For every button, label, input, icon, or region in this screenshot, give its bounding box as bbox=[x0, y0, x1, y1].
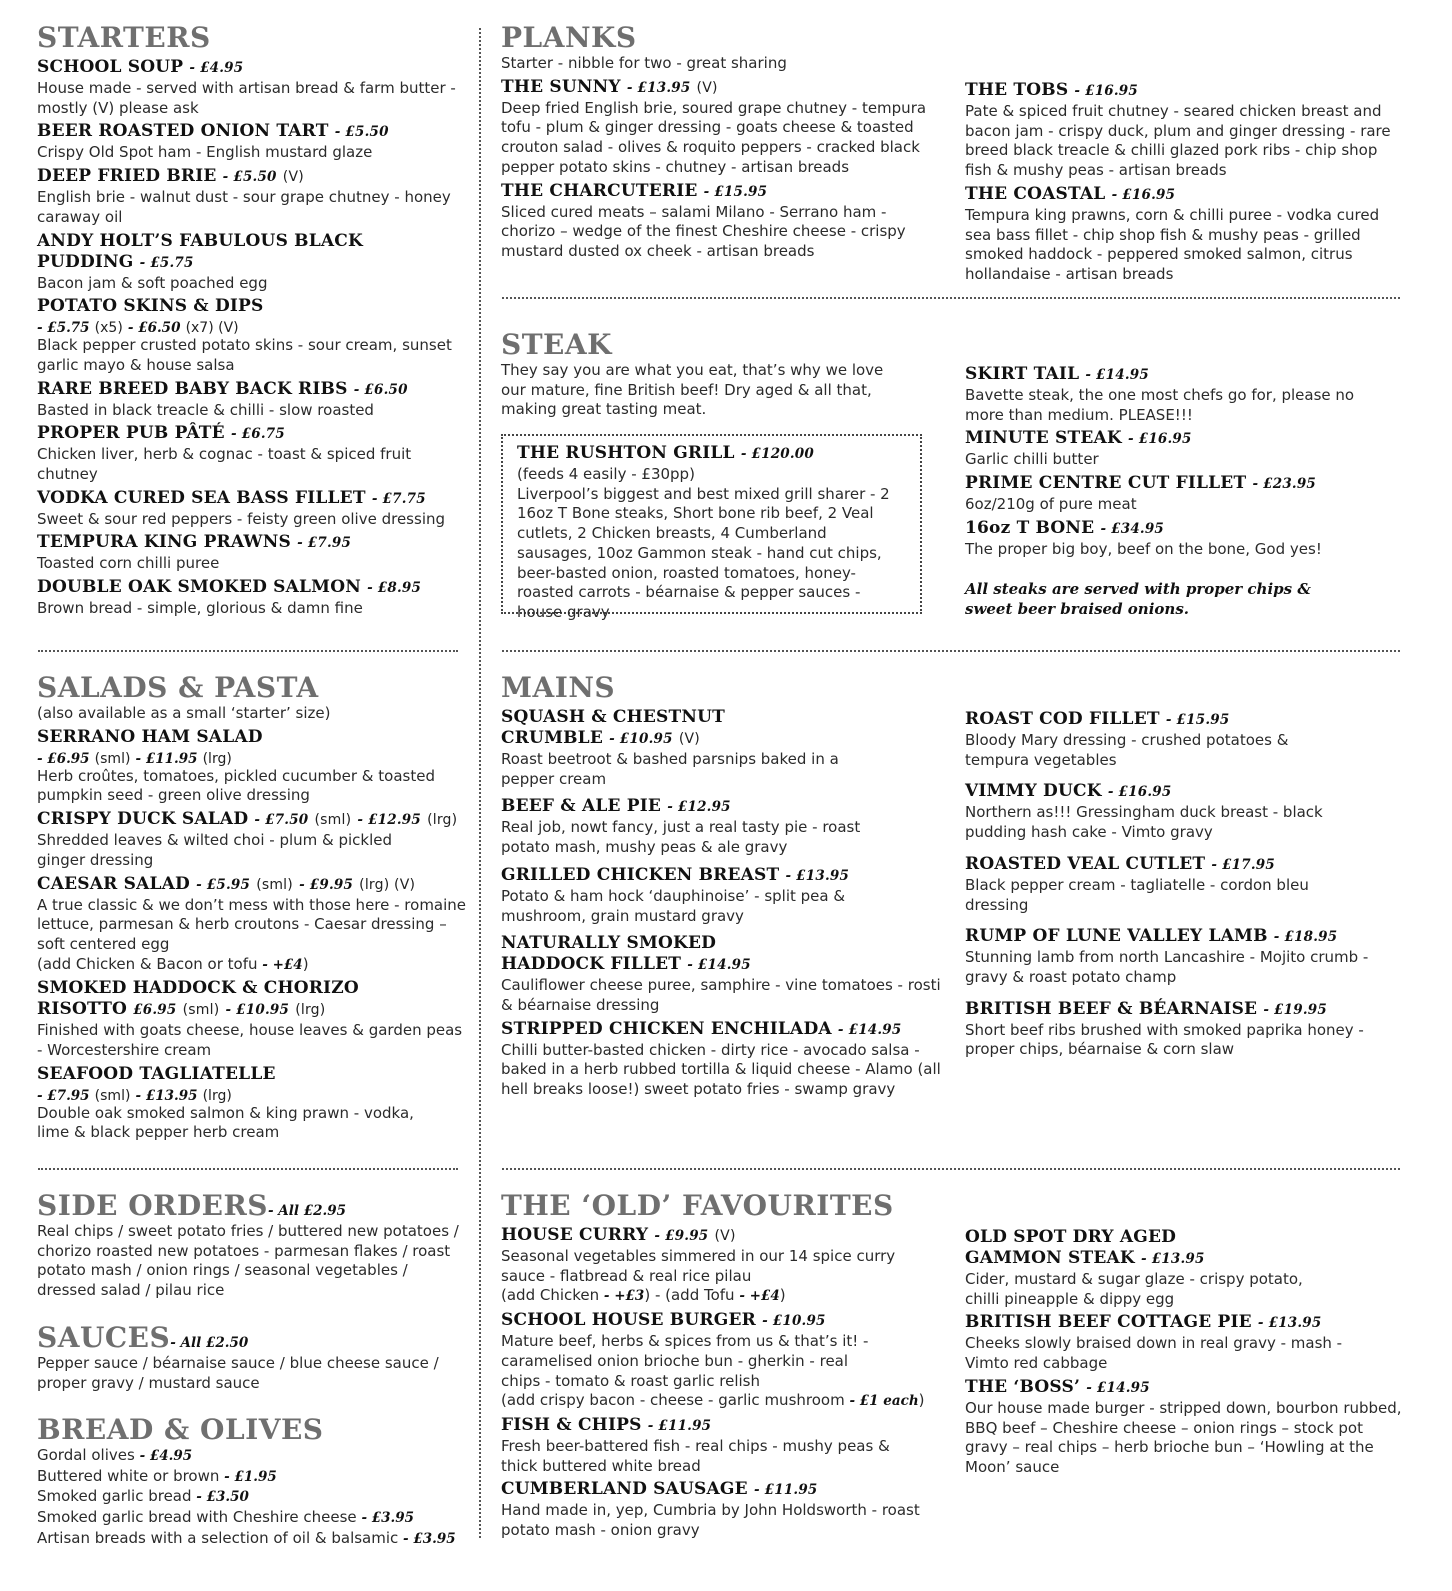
bread-line bbox=[37, 1467, 477, 1488]
item-desc: House made - served with artisan bread & farm butter - mostly (V) please ask bbox=[37, 79, 456, 117]
menu-item bbox=[37, 166, 467, 227]
item-price: - £19.95 bbox=[1263, 1001, 1327, 1018]
item-name: VIMMY DUCK bbox=[965, 781, 1102, 802]
menu-item bbox=[965, 781, 1405, 842]
item-name: THE TOBS bbox=[965, 80, 1069, 100]
add-on-price: - £1 each bbox=[849, 1393, 919, 1410]
item-note: (V) bbox=[282, 169, 304, 186]
item-price: - £15.95 bbox=[1165, 712, 1230, 728]
starters-section bbox=[37, 22, 467, 619]
item-price: - £8.95 bbox=[367, 580, 422, 597]
item-desc: Herb croûtes, tomatoes, pickled cucumber & toasted pumpkin seed - green olive dressing bbox=[37, 766, 435, 805]
rushton-grill-box bbox=[501, 434, 922, 621]
item-price: - £23.95 bbox=[1252, 476, 1317, 493]
menu-item bbox=[37, 231, 467, 294]
item-name: BRITISH BEEF & BÉARNAISE bbox=[965, 998, 1258, 1019]
menu-item bbox=[965, 1377, 1405, 1478]
item-desc: Short beef ribs brushed with smoked paprika honey - proper chips, béarnaise & corn slaw bbox=[965, 1020, 1364, 1059]
item-note: (lrg) bbox=[427, 812, 458, 829]
item-note: (lrg) bbox=[202, 1087, 232, 1104]
menu-item bbox=[965, 854, 1405, 915]
section-intro: They say you are what you eat, that’s why we love our mature, fine British beef! Dry aged & all that, making great tasting meat. bbox=[501, 361, 884, 419]
divider-starters bbox=[38, 650, 458, 652]
item-price: - £7.75 bbox=[371, 490, 426, 507]
item-desc: Pate & spiced fruit chutney - seared chicken breast and bacon jam - crispy duck, plum and ginger dressing - rare breed black treacle & chilli glazed pork ribs - chip shop fish & mushy peas - artisan breads bbox=[965, 102, 1391, 180]
menu-item bbox=[501, 1310, 941, 1412]
item-price: - £4.95 bbox=[189, 60, 244, 76]
item-price: - £12.95 bbox=[357, 812, 421, 829]
menu-item bbox=[37, 379, 467, 421]
menu-item bbox=[501, 933, 941, 1015]
menu-item bbox=[37, 727, 467, 806]
item-price: - £6.95 bbox=[37, 750, 90, 767]
menu-item bbox=[37, 809, 467, 870]
sauces-section bbox=[37, 1322, 467, 1393]
menu-item bbox=[965, 999, 1405, 1060]
add-on-close: ) bbox=[779, 1286, 786, 1305]
mains-section-right bbox=[965, 706, 1405, 1060]
item-price: - £9.95 bbox=[654, 1228, 709, 1244]
bread-price: - £3.95 bbox=[403, 1530, 456, 1547]
bread-line bbox=[37, 1446, 477, 1467]
item-desc: Toasted corn chilli puree bbox=[37, 554, 220, 573]
section-title: SALADS & PASTA bbox=[37, 671, 319, 704]
steak-footer-note: All steaks are served with proper chips & sweet beer braised onions. bbox=[965, 579, 1311, 618]
add-on-price: - +£3 bbox=[603, 1288, 645, 1305]
section-intro: (also available as a small ‘starter’ size) bbox=[37, 704, 331, 722]
item-desc: Tempura king prawns, corn & chilli puree - vodka cured sea bass fillet - chip shop fish & mushy peas - grilled smoked haddock - peppered smoked salmon, citrus hollandaise - artisan breads bbox=[965, 205, 1380, 283]
menu-item bbox=[501, 1479, 941, 1540]
divider-planks bbox=[502, 297, 1400, 299]
bread-text: Smoked garlic bread with Cheshire cheese bbox=[37, 1508, 362, 1527]
item-price: - £14.95 bbox=[1085, 367, 1149, 383]
item-name: BEEF & ALE PIE bbox=[501, 796, 662, 817]
item-desc: Potato & ham hock ‘dauphinoise’ - split pea & mushroom, grain mustard gravy bbox=[501, 886, 846, 925]
bread-text: Buttered white or brown bbox=[37, 1466, 225, 1485]
bread-line bbox=[37, 1487, 477, 1508]
bread-text: Artisan breads with a selection of oil & balsamic bbox=[37, 1528, 404, 1547]
item-note: (lrg) bbox=[295, 1002, 326, 1019]
add-on: (add crispy bacon - cheese - garlic mushroom bbox=[501, 1391, 845, 1410]
add-on: (add Chicken & Bacon or tofu bbox=[37, 954, 258, 973]
item-note: (sml) bbox=[94, 750, 131, 767]
section-intro: Starter - nibble for two - great sharing bbox=[501, 54, 787, 72]
item-price: - £7.50 bbox=[254, 812, 309, 829]
menu-item bbox=[37, 423, 467, 484]
item-name: PROPER PUB PÂTÉ bbox=[37, 423, 225, 444]
section-desc: Real chips / sweet potato fries / buttered new potatoes / chorizo roasted new potatoes - parmesan flakes / roast potato mash / onion rings / seasonal vegetables / dressed salad / pilau rice bbox=[37, 1222, 459, 1300]
menu-item bbox=[965, 709, 1405, 770]
item-name: SEAFOOD TAGLIATELLE bbox=[37, 1063, 276, 1084]
item-name: DEEP FRIED BRIE bbox=[37, 166, 217, 187]
section-title: THE ‘OLD’ FAVOURITES bbox=[501, 1189, 894, 1222]
menu-item bbox=[965, 926, 1405, 987]
item-name: BRITISH BEEF COTTAGE PIE bbox=[965, 1312, 1252, 1333]
item-name: SMOKED HADDOCK & CHORIZO bbox=[37, 978, 359, 999]
item-desc: Bacon jam & soft poached egg bbox=[37, 273, 268, 292]
item-name: DOUBLE OAK SMOKED SALMON bbox=[37, 577, 361, 598]
bread-text: Smoked garlic bread bbox=[37, 1487, 197, 1506]
item-name: CAESAR SALAD bbox=[37, 873, 190, 894]
bread-section bbox=[37, 1414, 477, 1550]
item-name: SKIRT TAIL bbox=[965, 364, 1080, 384]
bread-price: - £4.95 bbox=[139, 1448, 193, 1464]
divider-mains bbox=[502, 1168, 1400, 1170]
item-note: (sml) bbox=[314, 812, 352, 829]
item-price: - £6.75 bbox=[230, 426, 285, 443]
add-on-close: ) bbox=[302, 954, 309, 973]
item-note: (sml) bbox=[182, 1002, 220, 1019]
item-note: (V) bbox=[678, 731, 700, 747]
section-title: STEAK bbox=[501, 328, 612, 361]
item-price: - £18.95 bbox=[1273, 929, 1338, 946]
item-name: CUMBERLAND SAUSAGE bbox=[501, 1479, 748, 1500]
item-price: - £10.95 bbox=[762, 1313, 826, 1330]
item-desc: Real job, nowt fancy, just a real tasty pie - roast potato mash, mushy peas & ale gravy bbox=[501, 818, 861, 857]
menu-item bbox=[37, 1064, 467, 1143]
menu-item bbox=[37, 57, 467, 118]
item-name: SCHOOL SOUP bbox=[37, 57, 184, 77]
item-price: - £14.95 bbox=[687, 957, 751, 974]
item-name: HADDOCK FILLET bbox=[501, 954, 682, 975]
section-title: STARTERS bbox=[37, 21, 211, 54]
section-price: - All £2.50 bbox=[170, 1335, 249, 1351]
item-name: 16oz T BONE bbox=[965, 517, 1095, 538]
item-name: VODKA CURED SEA BASS FILLET bbox=[37, 487, 366, 508]
divider-steak bbox=[502, 650, 1400, 652]
item-desc: Black pepper cream - tagliatelle - cordon bleu dressing bbox=[965, 875, 1309, 914]
item-desc: Northern as!!! Gressingham duck breast - black pudding hash cake - Vimto gravy bbox=[965, 803, 1323, 842]
section-price: - All £2.95 bbox=[267, 1203, 346, 1219]
item-name: SQUASH & CHESTNUT bbox=[501, 707, 725, 727]
item-desc: Deep fried English brie, soured grape chutney - tempura tofu - plum & ginger dressing - goats cheese & toasted crouton salad - olives & roquito peppers - cracked black pepper potato skins - chutney - artisan breads bbox=[501, 98, 927, 176]
item-desc: Mature beef, herbs & spices from us & that’s it! - caramelised onion brioche bun - gherkin - real chips - tomato & roast garlic relish bbox=[501, 1332, 869, 1390]
divider-salads bbox=[38, 1168, 458, 1170]
menu-item bbox=[965, 518, 1385, 560]
item-desc: Cauliflower cheese puree, samphire - vine tomatoes - rosti & béarnaise dressing bbox=[501, 976, 941, 1014]
item-note: (V) bbox=[696, 79, 718, 96]
menu-item bbox=[37, 296, 467, 375]
item-desc: Sliced cured meats – salami Milano - Serrano ham - chorizo – wedge of the finest Cheshire cheese - crispy mustard dusted ox cheek - artisan breads bbox=[501, 202, 906, 260]
item-name: OLD SPOT DRY AGED bbox=[965, 1227, 1177, 1247]
item-desc: Liverpool’s biggest and best mixed grill sharer - 2 16oz T Bone steaks, Short bone rib beef, 2 Veal cutlets, 2 Chicken breasts, 4 Cumberland sausages, 10oz Gammon steak - hand cut chips, beer-basted onion, roasted tomatoes, honey-roasted carrots - béarnaise & pepper sauces - house gravy bbox=[517, 484, 890, 621]
item-desc: Basted in black treacle & chilli - slow roasted bbox=[37, 400, 374, 419]
item-name: POTATO SKINS & DIPS bbox=[37, 296, 264, 317]
item-price: - £12.95 bbox=[667, 799, 731, 816]
menu-item bbox=[501, 1019, 941, 1100]
item-desc: Brown bread - simple, glorious & damn fine bbox=[37, 599, 363, 618]
item-desc: A true classic & we don’t mess with those here - romaine lettuce, parmesan & herb croutons - Caesar dressing – soft centered egg bbox=[37, 895, 467, 953]
item-price: - £6.50 bbox=[353, 381, 408, 398]
menu-item bbox=[37, 121, 467, 163]
item-price: - £7.95 bbox=[37, 1087, 90, 1104]
item-name: THE RUSHTON GRILL bbox=[517, 443, 735, 463]
item-price: - £5.75 bbox=[139, 254, 194, 271]
item-price: - £9.95 bbox=[299, 876, 354, 893]
item-name: THE SUNNY bbox=[501, 76, 621, 97]
favourites-section bbox=[501, 1190, 941, 1541]
planks-section bbox=[501, 22, 941, 262]
item-name: NATURALLY SMOKED bbox=[501, 933, 717, 954]
add-on: (add Chicken bbox=[501, 1286, 600, 1305]
menu-item bbox=[965, 184, 1405, 285]
item-desc: Finished with goats cheese, house leaves & garden peas - Worcestershire cream bbox=[37, 1021, 463, 1060]
steak-section-right bbox=[965, 361, 1385, 619]
item-desc: Double oak smoked salmon & king prawn - vodka, lime & black pepper herb cream bbox=[37, 1103, 414, 1142]
menu-item bbox=[965, 364, 1385, 425]
item-desc: Seasonal vegetables simmered in our 14 spice curry sauce - flatbread & real rice pilau bbox=[501, 1247, 896, 1285]
column-divider bbox=[479, 28, 481, 1538]
item-price: - £15.95 bbox=[703, 183, 768, 200]
item-name: GRILLED CHICKEN BREAST bbox=[501, 864, 780, 885]
bread-price: - £3.95 bbox=[361, 1510, 415, 1527]
item-price: - £14.95 bbox=[837, 1021, 902, 1038]
item-name: SERRANO HAM SALAD bbox=[37, 726, 263, 747]
menu-item bbox=[37, 874, 467, 976]
item-name: ROAST COD FILLET bbox=[965, 709, 1160, 729]
item-name: MINUTE STEAK bbox=[965, 428, 1122, 449]
section-title: SIDE ORDERS bbox=[37, 1189, 268, 1222]
menu-item bbox=[501, 707, 941, 789]
item-sub: (feeds 4 easily - £30pp) bbox=[517, 465, 695, 483]
item-desc: Shredded leaves & wilted choi - plum & pickled ginger dressing bbox=[37, 831, 393, 869]
item-price: £6.95 bbox=[133, 1002, 177, 1019]
item-desc: Cider, mustard & sugar glaze - crispy potato, chilli pineapple & dippy egg bbox=[965, 1270, 1303, 1308]
menu-item bbox=[501, 796, 941, 857]
item-desc: The proper big boy, beef on the bone, God yes! bbox=[965, 539, 1322, 558]
menu-item bbox=[37, 488, 467, 530]
item-name: BEER ROASTED ONION TART bbox=[37, 121, 329, 142]
menu-item bbox=[37, 978, 467, 1060]
item-price: - £5.75 bbox=[37, 320, 90, 337]
item-desc: Sweet & sour red peppers - feisty green olive dressing bbox=[37, 509, 446, 528]
item-price: - £11.95 bbox=[135, 750, 198, 767]
item-price: - £5.50 bbox=[222, 169, 277, 186]
item-desc: Our house made burger - stripped down, bourbon rubbed, BBQ beef – Cheshire cheese – onion rings – stock pot gravy – real chips – herb brioche bun – ‘Howling at the Moon’ sauce bbox=[965, 1398, 1402, 1476]
menu-item bbox=[501, 1225, 941, 1307]
item-price: - £16.95 bbox=[1107, 784, 1172, 801]
item-desc: Stunning lamb from north Lancashire - Mojito crumb - gravy & roast potato champ bbox=[965, 948, 1369, 986]
item-name: THE CHARCUTERIE bbox=[501, 180, 698, 201]
bread-text: Gordal olives bbox=[37, 1446, 140, 1464]
item-price: - £10.95 bbox=[225, 1002, 290, 1019]
item-name: ROASTED VEAL CUTLET bbox=[965, 853, 1206, 874]
menu-item bbox=[501, 865, 941, 926]
item-name: ANDY HOLT’S FABULOUS BLACK PUDDING bbox=[37, 230, 363, 272]
item-price: - £6.50 bbox=[127, 320, 181, 337]
bread-price: - £1.95 bbox=[224, 1468, 277, 1485]
item-note: (sml) bbox=[256, 876, 293, 893]
item-price: - £13.95 bbox=[626, 79, 691, 96]
item-note: (sml) bbox=[94, 1087, 131, 1104]
menu-item bbox=[501, 1415, 941, 1476]
section-desc: Pepper sauce / béarnaise sauce / blue cheese sauce / proper gravy / mustard sauce bbox=[37, 1354, 439, 1392]
item-price: - £14.95 bbox=[1086, 1379, 1150, 1396]
favourites-section-right bbox=[965, 1224, 1405, 1478]
item-name: RISOTTO bbox=[37, 999, 128, 1020]
menu-item bbox=[965, 473, 1385, 515]
item-name: FISH & CHIPS bbox=[501, 1414, 642, 1435]
item-name: RUMP OF LUNE VALLEY LAMB bbox=[965, 926, 1268, 947]
menu-item bbox=[501, 77, 941, 178]
item-desc: Roast beetroot & bashed parsnips baked in a pepper cream bbox=[501, 750, 839, 788]
item-desc: Chicken liver, herb & cognac - toast & spiced fruit chutney bbox=[37, 445, 412, 484]
item-name: TEMPURA KING PRAWNS bbox=[37, 532, 291, 553]
item-desc: Hand made in, yep, Cumbria by John Holdsworth - roast potato mash - onion gravy bbox=[501, 1501, 920, 1540]
item-price: - £11.95 bbox=[753, 1482, 818, 1499]
item-note: (x7) (V) bbox=[185, 320, 239, 337]
item-price: - £34.95 bbox=[1100, 520, 1165, 537]
item-price: - £5.50 bbox=[334, 124, 389, 141]
planks-section-right bbox=[965, 77, 1405, 285]
item-price: - £120.00 bbox=[740, 446, 814, 462]
add-on: ) - (add Tofu bbox=[644, 1286, 735, 1305]
item-price: - £10.95 bbox=[609, 731, 673, 747]
item-name: RARE BREED BABY BACK RIBS bbox=[37, 378, 348, 399]
add-on-price: - +£4 bbox=[262, 956, 303, 973]
bread-price: - £3.50 bbox=[196, 1489, 249, 1506]
section-title: BREAD & OLIVES bbox=[37, 1413, 324, 1446]
item-name: THE COASTAL bbox=[965, 183, 1106, 204]
item-desc: Chilli butter-basted chicken - dirty rice - avocado salsa - baked in a herb rubbed tortilla & liquid cheese - Alamo (all hell breaks loose!) sweet potato fries - swamp gravy bbox=[501, 1040, 941, 1099]
item-price: - £5.95 bbox=[196, 876, 251, 893]
item-price: - £13.95 bbox=[1257, 1315, 1322, 1332]
item-price: - £16.95 bbox=[1128, 431, 1192, 448]
item-price: - £16.95 bbox=[1074, 83, 1138, 99]
item-name: CRUMBLE bbox=[501, 728, 603, 748]
menu-item bbox=[965, 428, 1385, 470]
item-note: (lrg) bbox=[202, 750, 232, 767]
item-note: (lrg) (V) bbox=[359, 876, 416, 893]
salads-section bbox=[37, 672, 467, 1143]
item-price: - £13.95 bbox=[135, 1087, 198, 1104]
item-price: - £11.95 bbox=[647, 1417, 712, 1434]
section-title: MAINS bbox=[501, 671, 616, 704]
bread-line bbox=[37, 1529, 477, 1550]
bread-line bbox=[37, 1508, 477, 1529]
item-name: STRIPPED CHICKEN ENCHILADA bbox=[501, 1018, 832, 1039]
menu-item bbox=[501, 181, 941, 262]
item-price: - £13.95 bbox=[785, 867, 850, 884]
item-name: GAMMON STEAK bbox=[965, 1248, 1135, 1268]
item-desc: Black pepper crusted potato skins - sour cream, sunset garlic mayo & house salsa bbox=[37, 336, 452, 374]
menu-item bbox=[965, 1227, 1405, 1309]
item-desc: Fresh beer-battered fish - real chips - mushy peas & thick buttered white bread bbox=[501, 1436, 890, 1475]
steak-section bbox=[501, 329, 901, 420]
item-desc: Bloody Mary dressing - crushed potatoes & tempura vegetables bbox=[965, 731, 1289, 769]
item-note: (x5) bbox=[94, 320, 123, 337]
item-name: SCHOOL HOUSE BURGER bbox=[501, 1310, 756, 1331]
item-desc: Cheeks slowly braised down in real gravy - mash - Vimto red cabbage bbox=[965, 1334, 1343, 1373]
menu-item bbox=[965, 80, 1405, 181]
item-desc: Garlic chilli butter bbox=[965, 450, 1099, 469]
menu-item bbox=[37, 532, 467, 574]
add-on-price: - +£4 bbox=[739, 1288, 780, 1305]
item-name: PRIME CENTRE CUT FILLET bbox=[965, 473, 1247, 494]
section-title: PLANKS bbox=[501, 21, 637, 54]
item-price: - £13.95 bbox=[1141, 1251, 1205, 1267]
item-name: CRISPY DUCK SALAD bbox=[37, 809, 249, 830]
sides-section bbox=[37, 1190, 467, 1301]
item-name: THE ‘BOSS’ bbox=[965, 1376, 1081, 1397]
menu-item bbox=[37, 577, 467, 619]
add-on-close: ) bbox=[918, 1391, 925, 1410]
item-desc: 6oz/210g of pure meat bbox=[965, 495, 1137, 514]
item-price: - £16.95 bbox=[1111, 186, 1176, 203]
item-desc: Bavette steak, the one most chefs go for, please no more than medium. PLEASE!!! bbox=[965, 386, 1355, 424]
menu-item bbox=[965, 1312, 1405, 1373]
item-desc: Crispy Old Spot ham - English mustard glaze bbox=[37, 143, 373, 162]
item-note: (V) bbox=[714, 1228, 736, 1244]
item-price: - £7.95 bbox=[297, 535, 352, 552]
item-price: - £17.95 bbox=[1211, 856, 1275, 873]
section-title: SAUCES bbox=[37, 1321, 171, 1354]
item-desc: English brie - walnut dust - sour grape chutney - honey caraway oil bbox=[37, 188, 451, 226]
item-name: HOUSE CURRY bbox=[501, 1225, 649, 1245]
mains-section bbox=[501, 672, 941, 1100]
